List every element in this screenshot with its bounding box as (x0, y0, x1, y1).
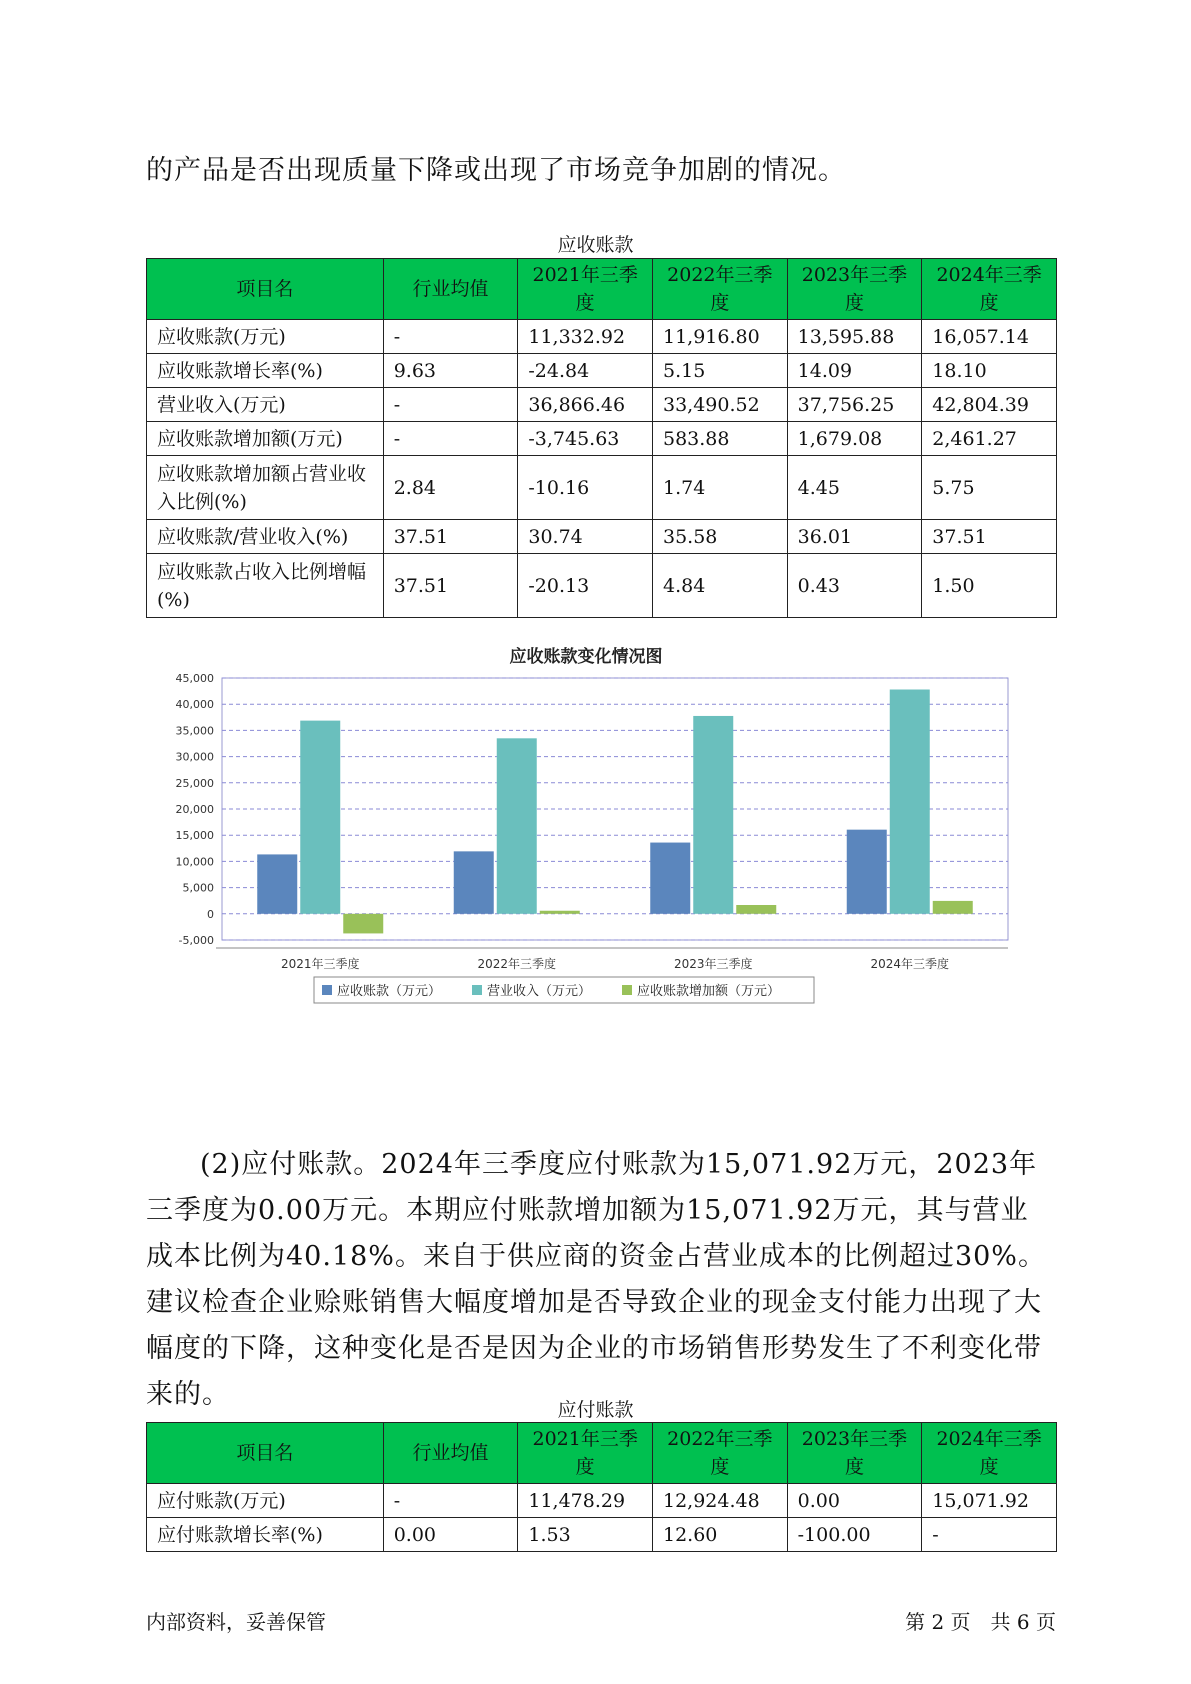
row-label: 应付账款(万元) (147, 1484, 384, 1518)
table-cell: 11,478.29 (518, 1484, 653, 1518)
bar (540, 911, 580, 914)
table1-caption: 应收账款 (557, 234, 634, 256)
table-cell: 37,756.25 (787, 388, 922, 422)
payables-paragraph: (2)应付账款。2024年三季度应付账款为15,071.92万元，2023年三季度为0.00万元。本期应付账款增加额为15,071.92万元，其与营业成本比例为40.18%。来自于供应商的资金占营业成本的比例超过30%。建议检查企业赊账销售大幅度增加是否导致企业的现金支付能力出现了大幅度的下降，这种变化是否是因为企业的市场销售形势发生了不利变化带来的。 (146, 1149, 1046, 1410)
legend-swatch (322, 985, 332, 995)
row-label: 应收账款增加额(万元) (147, 422, 384, 456)
y-tick-label: 25,000 (175, 776, 214, 790)
table-cell: 9.63 (383, 354, 518, 388)
footer-confidential: 内部资料，妥善保管 (146, 1610, 326, 1634)
x-tick-label: 2022年三季度 (477, 957, 557, 971)
table-cell: 37.51 (383, 554, 518, 618)
bar (650, 843, 690, 914)
table-cell: 36,866.46 (518, 388, 653, 422)
table-row (147, 388, 1057, 422)
table-cell: - (922, 1518, 1057, 1552)
bar (257, 854, 297, 913)
row-label: 应收账款(万元) (147, 320, 384, 354)
table-cell: - (383, 1484, 518, 1518)
row-label: 应收账款/营业收入(%) (147, 520, 384, 554)
table-row (147, 1518, 1057, 1552)
row-label: 应付账款增长率(%) (147, 1518, 384, 1552)
table-cell: 37.51 (383, 520, 518, 554)
table-cell: 1.74 (653, 456, 788, 520)
table-cell: 16,057.14 (922, 320, 1057, 354)
table-cell: 1.50 (922, 554, 1057, 618)
column-header: 行业均值 (383, 259, 518, 320)
table-cell: 11,916.80 (653, 320, 788, 354)
table-cell: 14.09 (787, 354, 922, 388)
table-cell: 0.00 (383, 1518, 518, 1552)
table-row (147, 456, 1057, 520)
footer-page-number: 第 2 页 共 6 页 (905, 1610, 1056, 1634)
column-header: 2023年三季度 (787, 259, 922, 320)
legend-label: 应收账款增加额（万元） (637, 984, 781, 999)
legend-swatch (472, 985, 482, 995)
table-row (147, 320, 1057, 354)
row-label: 应收账款占收入比例增幅(%) (147, 554, 384, 618)
chart-legend (314, 977, 814, 1003)
bar (933, 901, 973, 914)
table-cell: 13,595.88 (787, 320, 922, 354)
bar (343, 914, 383, 934)
row-label: 营业收入(万元) (147, 388, 384, 422)
row-label: 应收账款增长率(%) (147, 354, 384, 388)
x-tick-label: 2023年三季度 (673, 957, 753, 971)
table-cell: 30.74 (518, 520, 653, 554)
table-cell: 4.84 (653, 554, 788, 618)
bar (847, 830, 887, 914)
table-cell: 12,924.48 (653, 1484, 788, 1518)
column-header: 2024年三季度 (922, 259, 1057, 320)
table-cell: 18.10 (922, 354, 1057, 388)
table-cell: 5.15 (653, 354, 788, 388)
table-cell: 37.51 (922, 520, 1057, 554)
table2-caption: 应付账款 (557, 1399, 634, 1421)
y-tick-label: 45,000 (175, 672, 214, 685)
table-cell: 12.60 (653, 1518, 788, 1552)
y-tick-label: 30,000 (175, 750, 214, 764)
y-tick-label: -5,000 (178, 934, 214, 947)
payables-table (146, 1422, 1057, 1552)
table-cell: 11,332.92 (518, 320, 653, 354)
table-cell: 1,679.08 (787, 422, 922, 456)
chart-title: 应收账款变化情况图 (509, 647, 663, 667)
bar (300, 721, 340, 914)
bar (736, 905, 776, 914)
table-header-row (147, 259, 1057, 320)
table-cell: 0.00 (787, 1484, 922, 1518)
column-header: 2022年三季度 (653, 1423, 788, 1484)
column-header: 2022年三季度 (653, 259, 788, 320)
table-cell: 36.01 (787, 520, 922, 554)
y-tick-label: 15,000 (175, 829, 214, 843)
bar (693, 716, 733, 914)
column-header: 行业均值 (383, 1423, 518, 1484)
y-tick-label: 40,000 (175, 698, 214, 712)
column-header: 2023年三季度 (787, 1423, 922, 1484)
bar (497, 738, 537, 913)
legend-label: 营业收入（万元） (487, 984, 592, 999)
table-header-row (147, 1423, 1057, 1484)
table-cell: -20.13 (518, 554, 653, 618)
table-cell: -10.16 (518, 456, 653, 520)
table-cell: 35.58 (653, 520, 788, 554)
column-header: 2021年三季度 (518, 259, 653, 320)
legend-label: 应收账款（万元） (337, 984, 442, 999)
intro-paragraph: 的产品是否出现质量下降或出现了市场竞争加剧的情况。 (146, 155, 846, 186)
table-cell: - (383, 320, 518, 354)
receivables-bar-chart (146, 640, 1026, 1090)
table-cell: 2.84 (383, 456, 518, 520)
table-cell: -3,745.63 (518, 422, 653, 456)
table-row (147, 554, 1057, 618)
table-cell: 15,071.92 (922, 1484, 1057, 1518)
table-cell: 2,461.27 (922, 422, 1057, 456)
legend-swatch (622, 985, 632, 995)
y-tick-label: 10,000 (175, 855, 214, 869)
bar (890, 690, 930, 914)
x-tick-label: 2024年三季度 (870, 957, 950, 971)
y-tick-label: 20,000 (175, 803, 214, 816)
table-cell: 4.45 (787, 456, 922, 520)
table-cell: 0.43 (787, 554, 922, 618)
x-tick-label: 2021年三季度 (280, 957, 360, 971)
column-header: 2024年三季度 (922, 1423, 1057, 1484)
receivables-table (146, 258, 1057, 618)
table-cell: 33,490.52 (653, 388, 788, 422)
y-tick-label: 0 (207, 907, 214, 921)
table-row (147, 422, 1057, 456)
table-row (147, 1484, 1057, 1518)
table-cell: - (383, 388, 518, 422)
table-cell: 1.53 (518, 1518, 653, 1552)
table-cell: 42,804.39 (922, 388, 1057, 422)
table-row (147, 520, 1057, 554)
table-cell: -100.00 (787, 1518, 922, 1552)
row-label: 应收账款增加额占营业收入比例(%) (147, 456, 384, 520)
column-header: 2021年三季度 (518, 1423, 653, 1484)
table-cell: - (383, 422, 518, 456)
bar (454, 851, 494, 913)
table-cell: -24.84 (518, 354, 653, 388)
table-row (147, 354, 1057, 388)
table-cell: 583.88 (653, 422, 788, 456)
table-cell: 5.75 (922, 456, 1057, 520)
y-tick-label: 5,000 (182, 881, 214, 895)
y-tick-label: 35,000 (175, 724, 214, 738)
column-header: 项目名 (147, 1423, 384, 1484)
column-header: 项目名 (147, 259, 384, 320)
